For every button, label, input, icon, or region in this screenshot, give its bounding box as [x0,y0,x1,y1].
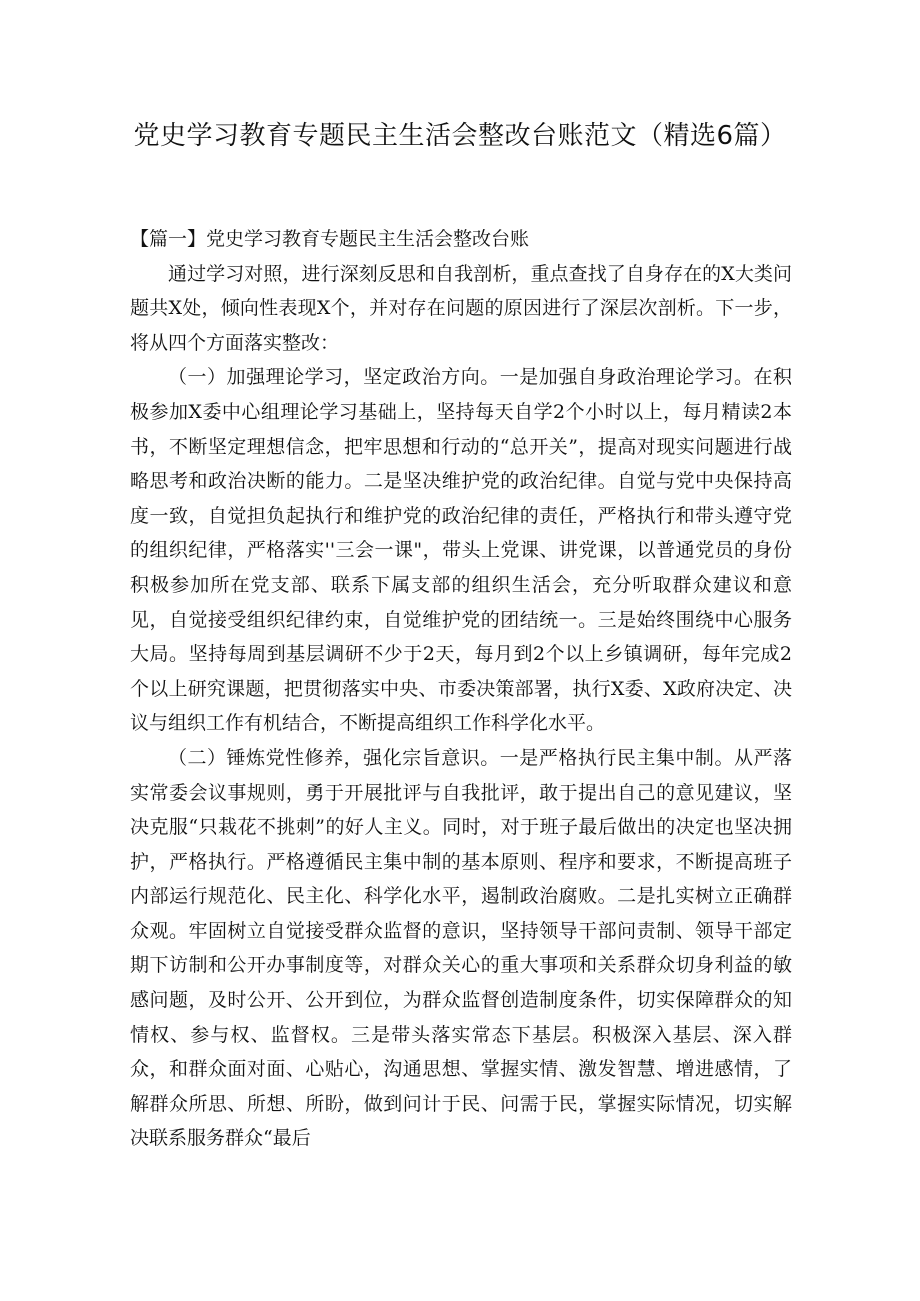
section-heading: 【篇一】党史学习教育专题民主生活会整改台账 [130,228,530,250]
paragraph-item-2: （二）锤炼党性修养，强化宗旨意识。一是严格执行民主集中制。从严落实常委会议事规则，勇于开展批评与自我批评，敢于提出自己的意见建议，坚决克服“只栽花不挑刺”的好人主义。同时，对于班子最后做出的决定也坚决拥护，严格执行。严格遵循民主集中制的基本原则、程序和要求，不断提高班子内部运行规范化、民主化、科学化水平，遏制政治腐败。二是扎实树立正确群众观。牢固树立自觉接受群众监督的意识，坚持领导干部问责制、领导干部定期下访制和公开办事制度等，对群众关心的重大事项和关系群众切身利益的敏感问题，及时公开、公开到位，为群众监督创造制度条件，切实保障群众的知情权、参与权、监督权。三是带头落实常态下基层。积极深入基层、深入群众，和群众面对面、心贴心，沟通思想、掌握实情、激发智慧、增进感情，了解群众所思、所想、所盼，做到问计于民、问需于民，掌握实际情况，切实解决联系服务群众“最后 [130,746,792,1150]
document-title: 党史学习教育专题民主生活会整改台账范文（精选6篇） [133,121,787,151]
document-body [130,222,792,1156]
paragraph-intro: 通过学习对照，进行深刻反思和自我剖析，重点查找了自身存在的X大类问题共X处，倾向性表现X个，并对存在问题的原因进行了深层次剖析。下一步，将从四个方面落实整改： [130,262,792,354]
paragraph-item-1: （一）加强理论学习，坚定政治方向。一是加强自身政治理论学习。在积极参加X委中心组理论学习基础上，坚持每天自学2个小时以上，每月精读2本书，不断坚定理想信念，把牢思想和行动的“总开关”，提高对现实问题进行战略思考和政治决断的能力。二是坚决维护党的政治纪律。自觉与党中央保持高度一致，自觉担负起执行和维护党的政治纪律的责任，严格执行和带头遵守党的组织纪律，严格落实''三会一课"，带头上党课、讲党课，以普通党员的身份积极参加所在党支部、联系下属支部的组织生活会，充分听取群众建议和意见，自觉接受组织纪律约束，自觉维护党的团结统一。三是始终围绕中心服务大局。坚持每周到基层调研不少于2天，每月到2个以上乡镇调研，每年完成2个以上研究课题，把贯彻落实中央、市委决策部署，执行X委、X政府决定、决议与组织工作有机结合，不断提高组织工作科学化水平。 [130,366,792,735]
